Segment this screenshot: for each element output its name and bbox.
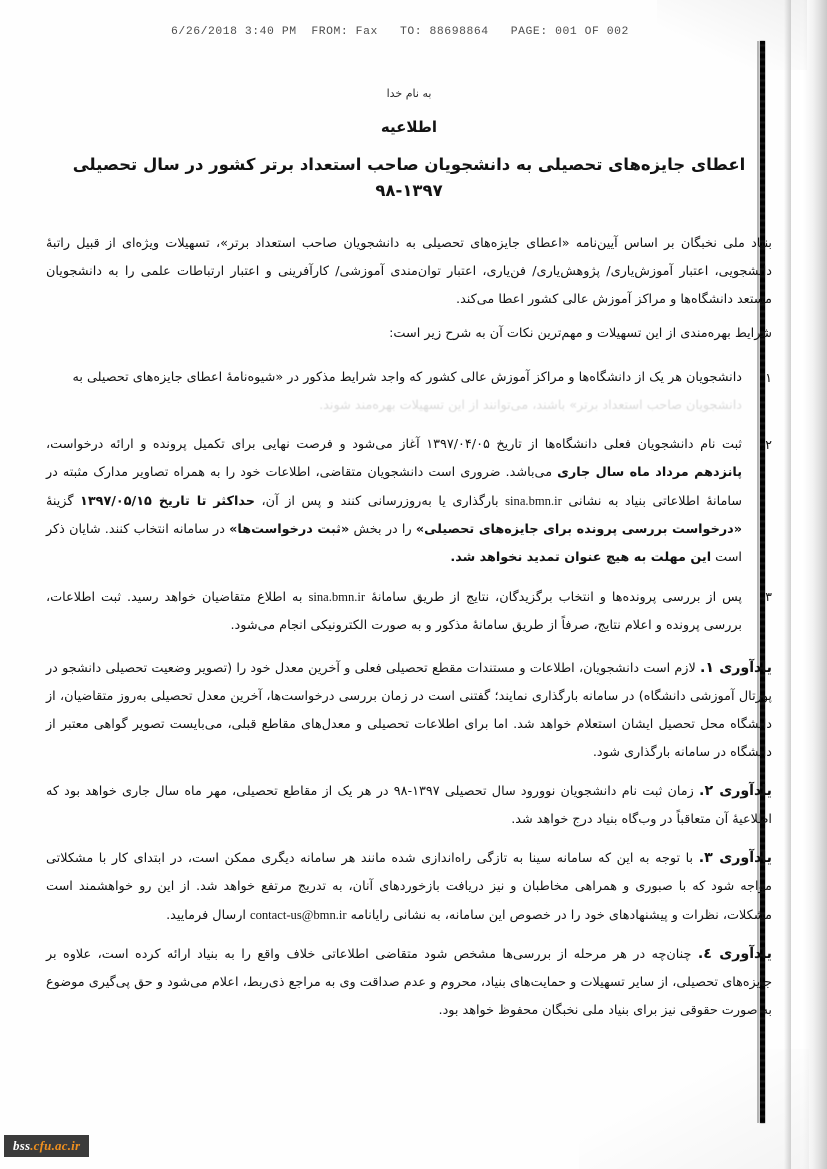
text-run-normal-2: به اطلاع متقاضیان خواهد رسید. ثبت اطلاعات، بررسی پرونده و اعلام نتایج، صرفاً از طریق سامانهٔ مذکور و به صورت الکترونیکی انجام می‌شود. (46, 590, 742, 633)
text-run-bold-7: «درخواست بررسی پرونده برای جایزه‌های تحصیلی» (415, 522, 742, 537)
reminder-2 (46, 777, 772, 834)
text-run-bold-11: این مهلت به هیچ عنوان تمدید نخواهد شد. (450, 550, 712, 565)
text-run-normal-6: گزینهٔ (46, 494, 81, 509)
reminder-text: لازم است دانشجویان، اطلاعات و مستندات مقطع تحصیلی فعلی و آخرین معدل خود را (تصویر وضعیت تحصیلی دانشجو در پورتال آموزشی دانشگاه) در سامانه بارگذاری نمایند؛ گفتنی است در زمان بررسی درخواست‌ها، آخرین معدل تحصیلی به‌روز متقاضیان، از دانشگاه محل تحصیل ایشان استعلام خواهد شد. اما برای اطلاعات تحصیلی و معدل‌های مقاطع قبلی، می‌بایست تصویر گواهی معتبر از دانشگاه در سامانه بارگذاری شود. (46, 661, 772, 760)
list-item (46, 364, 772, 420)
text-run-normal-10: در سامانه انتخاب کنند. شایان ذکر است (46, 522, 742, 565)
list-item-number: ۱. (761, 370, 772, 385)
page-edge-gradient (784, 0, 791, 1169)
watermark-suffix: .cfu.ac.ir (30, 1138, 81, 1153)
reminder-heading: یادآوری ۱. (700, 660, 772, 676)
text-run-ltr-1: sina.bmn.ir (308, 590, 366, 604)
fax-transmission-header: 6/26/2018 3:40 PM FROM: Fax TO: 88698864 PAGE: 001 OF 002 (171, 26, 629, 38)
text-run-normal-0: پس از بررسی پرونده‌ها و انتخاب برگزیدگان، نتایج از طریق سامانهٔ (365, 590, 742, 605)
text-run-normal-8: را در بخش (349, 522, 416, 537)
text-run-normal-4: بارگذاری یا به‌روزرسانی کنند و پس از آن، (254, 494, 506, 509)
reminder-4 (46, 940, 772, 1025)
reminder-heading: یادآوری ۲. (699, 783, 772, 799)
basmala-line: به نام خدا (386, 87, 432, 100)
lead-paragraph-1: بنیاد ملی نخبگان بر اساس آیین‌نامه «اعطای جایزه‌های تحصیلی به دانشجویان صاحب استعداد برتر»، تسهیلات ویژه‌ای از قبیل راتبهٔ دانشجویی، اعتبار آموزش‌یاری/ پژوهش‌یاری/ فن‌یاری، اعتبار توان‌مندی آموزشی/ کارآفرینی و اعتبار ارتباطات علمی را به دانشجویان مستعد دانشگاه‌ها و مراکز آموزش عالی کشور اعطا می‌کند. (46, 236, 772, 307)
reminder-text: چنان‌چه در هر مرحله از بررسی‌ها مشخص شود متقاضی اطلاعاتی خلاف واقع را به بنیاد ارائه کرده است، علاوه بر جایزه‌های تحصیلی، از سایر تسهیلات و حمایت‌های بنیاد، محروم و عدم صداقت وی به مراجع ذی‌ربط، اعلام می‌شود و حق پی‌گیری موضوع به صورت حقوقی نیز برای بنیاد ملی نخبگان محفوظ خواهد بود. (46, 947, 772, 1018)
degraded-scan-line: دانشجویان صاحب استعداد برتر» باشند، می‌توانند از این تسهیلات بهره‌مند شوند. (319, 398, 742, 413)
text-run-normal-0: با توجه به این که سامانه سینا به تازگی راه‌اندازی شده مانند هر سامانه دیگری ممکن است، در ابتدای کار با مشکلاتی مواجه شود که با صبوری و همراهی مخاطبان و نیز دریافت بازخوردهای آنان، به تدریج مرتفع خواهد شد. از این رو خواهشمند است مشکلات، نظرات و پیشنهادهای خود را در خصوص این سامانه، به نشانی رایانامه (46, 851, 772, 923)
text-run-bold-1: پانزدهم مرداد ماه سال جاری (557, 465, 742, 480)
text-run-normal-2: می‌باشد. ضروری است دانشجویان متقاضی، اطلاعات خود را به همراه تصاویر مدارک مثبته در سامانهٔ اطلاعاتی بنیاد به نشانی (46, 465, 742, 509)
list-item-text: دانشجویان هر یک از دانشگاه‌ها و مراکز آموزش عالی کشور که واجد شرایط مذکور در «شیوه‌نامهٔ اعطای جایزه‌های تحصیلی به (72, 370, 742, 385)
list-item-number: ۳. (761, 589, 772, 604)
text-run-ltr-1: contact-us@bmn.ir (250, 908, 347, 922)
text-run-bold-9: «ثبت درخواست‌ها» (229, 522, 350, 537)
numbered-list (46, 364, 772, 640)
document-body (46, 84, 772, 1035)
text-run-bold-5: حداکثر تا تاریخ ۱۳۹۷/۰۵/۱۵ (80, 494, 255, 509)
reminder-heading: یادآوری ٤. (697, 946, 772, 962)
reminder-3 (46, 844, 772, 930)
list-item-text (46, 437, 742, 565)
text-run-normal-2: ارسال فرمایید. (166, 908, 250, 923)
reminder-text: زمان ثبت نام دانشجویان نوورود سال تحصیلی ۱۳۹۷-۹۸ در هر یک از مقاطع تحصیلی، مهر ماه سال جاری خواهد بود که اطلاعیهٔ آن متعاقباً در وب‌گاه بنیاد درج خواهد شد. (46, 784, 772, 827)
reminder-heading: یادآوری ۳. (698, 850, 772, 866)
document-kicker: اطلاعیه (380, 118, 438, 136)
lead-block (46, 230, 772, 348)
text-run-normal-0: ثبت نام دانشجویان فعلی دانشگاه‌ها از تاریخ ۱۳۹۷/۰۴/۰۵ آغاز می‌شود و فرصت نهایی برای تکمیل پرونده و ارائه درخواست، (46, 437, 742, 452)
site-watermark (4, 1135, 89, 1157)
list-item-number: ۲. (761, 437, 772, 452)
reminder-list (46, 654, 772, 1025)
reminder-text (46, 851, 772, 923)
list-item (46, 431, 772, 572)
list-item (46, 583, 772, 640)
reminder-1 (46, 654, 772, 767)
watermark-prefix: bss (13, 1138, 31, 1153)
lead-paragraph-2: شرایط بهره‌مندی از این تسهیلات و مهم‌ترین نکات آن به شرح زیر است: (389, 326, 772, 341)
page-title: اعطای جایزه‌های تحصیلی به دانشجویان صاحب استعداد برتر کشور در سال تحصیلی ۱۳۹۷-۹۸ (72, 155, 746, 200)
text-run-ltr-3: sina.bmn.ir (505, 494, 562, 508)
list-item-text (46, 590, 742, 633)
